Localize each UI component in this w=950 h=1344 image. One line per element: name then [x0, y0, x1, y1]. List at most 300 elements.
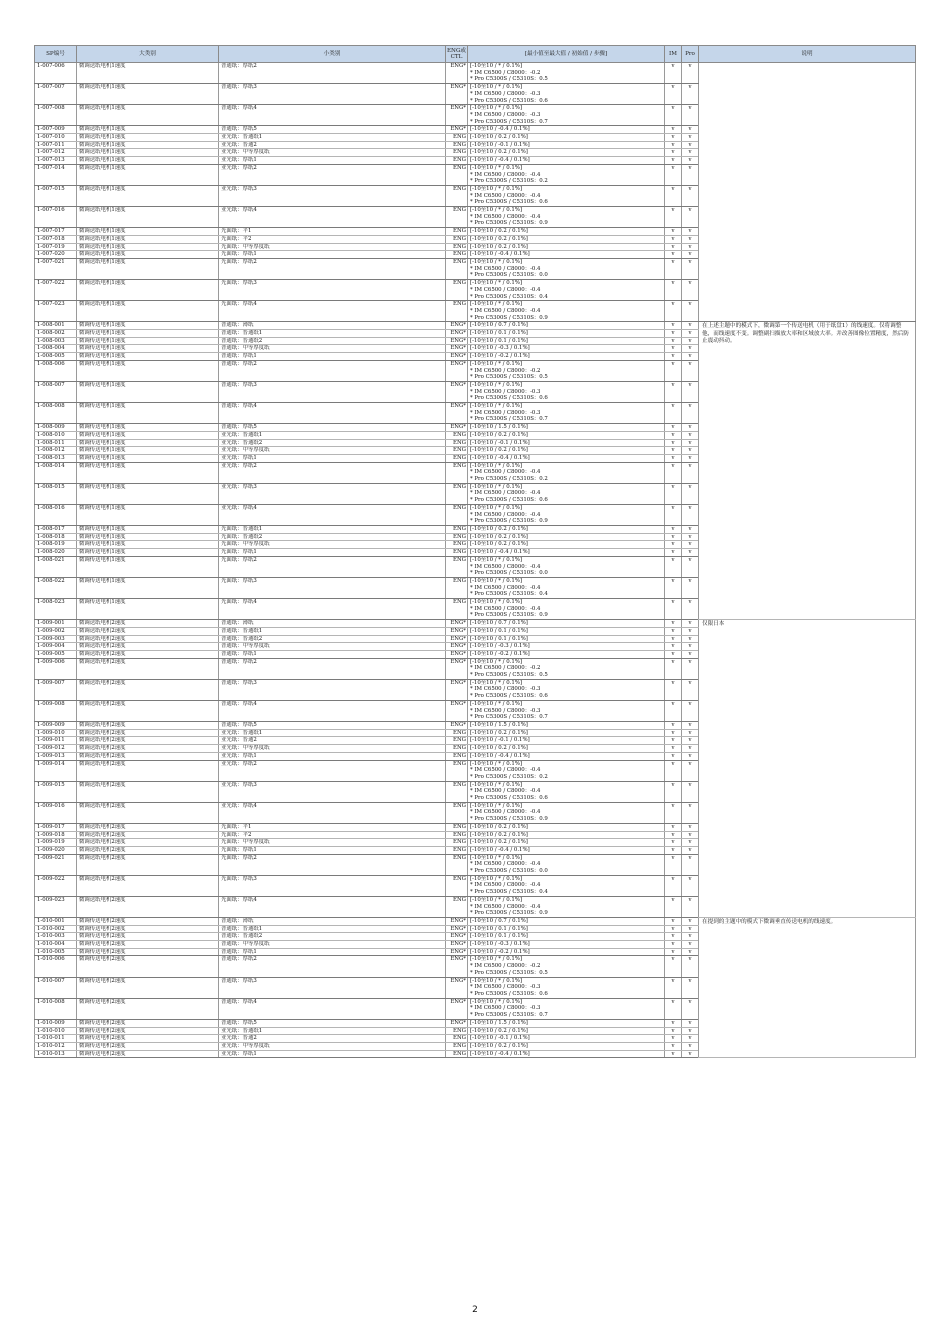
value-line: [-10至10 / * / 0.1%] — [470, 504, 523, 511]
major-category: 微调送纸电机2速度 — [77, 721, 219, 729]
sp-number: 1-010-006 — [35, 956, 77, 977]
sp-number: 1-008-020 — [35, 549, 77, 557]
value-range — [468, 164, 665, 185]
sp-number: 1-009-001 — [35, 620, 77, 628]
value-line: [-10至10 / -0.1 / 0.1%] — [470, 1035, 530, 1042]
major-category: 微调传送电机2速度 — [77, 933, 219, 941]
im-flag: v — [665, 63, 682, 84]
im-flag: v — [665, 823, 682, 831]
major-category: 微调送纸电机1速度 — [77, 243, 219, 251]
im-flag: v — [665, 620, 682, 628]
pro-flag: v — [682, 745, 699, 753]
im-flag: v — [665, 243, 682, 251]
im-flag: v — [665, 301, 682, 322]
value-line: * Pro C5300S / C5310S：0.7 — [470, 118, 548, 125]
eng-ctl: ENG — [446, 447, 468, 455]
major-category: 微调传送电机1速度 — [77, 556, 219, 577]
im-flag: v — [665, 802, 682, 823]
minor-category: 光面纸：中等厚度纸 — [219, 839, 446, 847]
im-flag: v — [665, 933, 682, 941]
im-flag: v — [665, 141, 682, 149]
value-range — [468, 126, 665, 134]
minor-category: 普通纸：薄纸 — [219, 620, 446, 628]
major-category: 微调送纸电机1速度 — [77, 84, 219, 105]
im-flag: v — [665, 549, 682, 557]
value-line: [-10至10 / * / 0.1%] — [470, 700, 523, 707]
major-category: 微调传送电机1速度 — [77, 403, 219, 424]
eng-ctl: ENG — [446, 752, 468, 760]
value-range — [468, 235, 665, 243]
value-range — [468, 941, 665, 949]
value-range — [468, 599, 665, 620]
im-flag: v — [665, 280, 682, 301]
sp-number: 1-008-010 — [35, 431, 77, 439]
major-category: 微调送纸电机2速度 — [77, 875, 219, 896]
pro-flag: v — [682, 403, 699, 424]
value-line: * IM C6500 / C8000：-0.4 — [470, 171, 541, 178]
value-line: [-10至10 / 0.1 / 0.1%] — [470, 627, 528, 634]
header-minor: 小类别 — [219, 46, 446, 63]
value-range — [468, 854, 665, 875]
eng-ctl: ENG* — [446, 650, 468, 658]
eng-ctl: ENG* — [446, 620, 468, 628]
value-line: * IM C6500 / C8000：-0.2 — [470, 69, 541, 76]
im-flag: v — [665, 84, 682, 105]
minor-category: 亚光纸：厚纸1 — [219, 1050, 446, 1058]
pro-flag: v — [682, 948, 699, 956]
pro-flag: v — [682, 941, 699, 949]
im-flag: v — [665, 643, 682, 651]
value-line: [-10至10 / 0.2 / 0.1%] — [470, 1027, 528, 1034]
value-line: [-10至10 / * / 0.1%] — [470, 998, 523, 1005]
im-flag: v — [665, 875, 682, 896]
major-category: 微调传送电机1速度 — [77, 577, 219, 598]
value-line: * IM C6500 / C8000：-0.4 — [470, 563, 541, 570]
value-range — [468, 439, 665, 447]
value-line: * Pro C5300S / C5310S：0.9 — [470, 816, 548, 823]
value-line: [-10至10 / -0.1 / 0.1%] — [470, 439, 530, 446]
minor-category: 普通纸：厚纸3 — [219, 381, 446, 402]
value-line: [-10至10 / 0.2 / 0.1%] — [470, 235, 528, 242]
eng-ctl: ENG* — [446, 998, 468, 1019]
value-line: * Pro C5300S / C5310S：0.5 — [470, 76, 548, 83]
pro-flag: v — [682, 258, 699, 279]
value-line: [-10至10 / * / 0.1%] — [470, 258, 523, 265]
sp-number: 1-008-023 — [35, 599, 77, 620]
value-line: * IM C6500 / C8000：-0.3 — [470, 984, 541, 991]
pro-flag: v — [682, 854, 699, 875]
value-line: * IM C6500 / C8000：-0.4 — [470, 861, 541, 868]
im-flag: v — [665, 650, 682, 658]
eng-ctl: ENG — [446, 301, 468, 322]
value-line: * Pro C5300S / C5310S：0.7 — [470, 416, 548, 423]
eng-ctl: ENG — [446, 846, 468, 854]
minor-category: 普通纸：普通纸2 — [219, 337, 446, 345]
sp-number: 1-010-011 — [35, 1035, 77, 1043]
value-range — [468, 781, 665, 802]
value-line: [-10至10 / 0.7 / 0.1%] — [470, 322, 528, 329]
eng-ctl: ENG* — [446, 84, 468, 105]
pro-flag: v — [682, 925, 699, 933]
major-category: 微调传送电机1速度 — [77, 424, 219, 432]
minor-category: 普通纸：中等厚度纸 — [219, 345, 446, 353]
sp-number: 1-010-004 — [35, 941, 77, 949]
value-line: [-10至10 / * / 0.1%] — [470, 280, 523, 287]
eng-ctl: ENG — [446, 134, 468, 142]
value-range — [468, 577, 665, 598]
im-flag: v — [665, 977, 682, 998]
eng-ctl: ENG* — [446, 322, 468, 330]
value-range — [468, 301, 665, 322]
value-range — [468, 556, 665, 577]
value-line: * Pro C5300S / C5310S：0.4 — [470, 293, 548, 300]
sp-number: 1-009-005 — [35, 650, 77, 658]
major-category: 微调送纸电机1速度 — [77, 63, 219, 84]
value-line: [-10至10 / 0.1 / 0.1%] — [470, 337, 528, 344]
sp-number: 1-007-013 — [35, 157, 77, 165]
sp-number: 1-007-012 — [35, 149, 77, 157]
value-line: [-10至10 / -0.4 / 0.1%] — [470, 1050, 530, 1057]
major-category: 微调传送电机2速度 — [77, 1042, 219, 1050]
sp-number: 1-009-015 — [35, 781, 77, 802]
sp-table — [34, 45, 916, 1058]
value-line: [-10至10 / 0.2 / 0.1%] — [470, 729, 528, 736]
minor-category: 光面纸：厚纸4 — [219, 301, 446, 322]
im-flag: v — [665, 330, 682, 338]
pro-flag: v — [682, 235, 699, 243]
value-line: * IM C6500 / C8000：-0.3 — [470, 90, 541, 97]
sp-number: 1-009-019 — [35, 839, 77, 847]
im-flag: v — [665, 353, 682, 361]
description: 在上述主题中的模式下，微调第一个传送电机（用于纸盘1）的线速度。仅将调整他，而线速度不变。调整副扫描放大率和区域放大率。并改善图像位置精度，然后防止震动抖动。 — [699, 322, 916, 620]
major-category: 微调送纸电机1速度 — [77, 301, 219, 322]
eng-ctl: ENG* — [446, 345, 468, 353]
pro-flag: v — [682, 447, 699, 455]
major-category: 微调传送电机1速度 — [77, 541, 219, 549]
pro-flag: v — [682, 141, 699, 149]
im-flag: v — [665, 998, 682, 1019]
sp-number: 1-007-010 — [35, 134, 77, 142]
minor-category: 普通纸：薄纸 — [219, 322, 446, 330]
eng-ctl: ENG — [446, 1042, 468, 1050]
pro-flag: v — [682, 846, 699, 854]
im-flag: v — [665, 381, 682, 402]
eng-ctl: ENG — [446, 280, 468, 301]
eng-ctl: ENG* — [446, 353, 468, 361]
pro-flag: v — [682, 620, 699, 628]
sp-number: 1-007-007 — [35, 84, 77, 105]
eng-ctl: ENG — [446, 760, 468, 781]
sp-number: 1-008-008 — [35, 403, 77, 424]
eng-ctl: ENG — [446, 839, 468, 847]
major-category: 微调送纸电机1速度 — [77, 164, 219, 185]
value-line: [-10至10 / -0.1 / 0.1%] — [470, 737, 530, 744]
im-flag: v — [665, 424, 682, 432]
value-line: * Pro C5300S / C5310S：0.2 — [470, 476, 548, 483]
im-flag: v — [665, 126, 682, 134]
sp-number: 1-008-011 — [35, 439, 77, 447]
value-range — [468, 322, 665, 330]
eng-ctl: ENG — [446, 896, 468, 917]
value-line: [-10至10 / 0.2 / 0.1%] — [470, 541, 528, 548]
value-range — [468, 431, 665, 439]
value-range — [468, 933, 665, 941]
value-line: [-10至10 / * / 0.1%] — [470, 977, 523, 984]
major-category: 微调送纸电机1速度 — [77, 207, 219, 228]
value-range — [468, 243, 665, 251]
eng-ctl: ENG — [446, 228, 468, 236]
value-range — [468, 345, 665, 353]
value-line: [-10至10 / * / 0.1%] — [470, 599, 523, 606]
pro-flag: v — [682, 831, 699, 839]
eng-ctl: ENG* — [446, 63, 468, 84]
minor-category: 光面纸：厚纸2 — [219, 258, 446, 279]
value-range — [468, 185, 665, 206]
minor-category: 普通纸：厚纸2 — [219, 956, 446, 977]
sp-number: 1-007-019 — [35, 243, 77, 251]
eng-ctl: ENG — [446, 439, 468, 447]
value-line: [-10至10 / * / 0.1%] — [470, 84, 523, 91]
value-range — [468, 846, 665, 854]
eng-ctl: ENG* — [446, 977, 468, 998]
pro-flag: v — [682, 556, 699, 577]
value-range — [468, 700, 665, 721]
value-range — [468, 105, 665, 126]
major-category: 微调送纸电机1速度 — [77, 157, 219, 165]
minor-category: 亚光纸：普通纸1 — [219, 1027, 446, 1035]
value-range — [468, 635, 665, 643]
pro-flag: v — [682, 526, 699, 534]
im-flag: v — [665, 1042, 682, 1050]
sp-number: 1-008-009 — [35, 424, 77, 432]
minor-category: 普通纸：厚纸1 — [219, 948, 446, 956]
minor-category: 亚光纸：厚纸3 — [219, 781, 446, 802]
sp-number: 1-010-003 — [35, 933, 77, 941]
value-line: * IM C6500 / C8000：-0.3 — [470, 1005, 541, 1012]
minor-category: 普通纸：普通纸2 — [219, 635, 446, 643]
minor-category: 亚光纸：厚纸1 — [219, 752, 446, 760]
sp-number: 1-007-017 — [35, 228, 77, 236]
sp-number: 1-010-005 — [35, 948, 77, 956]
value-line: [-10至10 / 0.2 / 0.1%] — [470, 228, 528, 235]
value-range — [468, 802, 665, 823]
value-line: [-10至10 / 0.2 / 0.1%] — [470, 745, 528, 752]
im-flag: v — [665, 462, 682, 483]
value-range — [468, 1042, 665, 1050]
sp-number: 1-009-016 — [35, 802, 77, 823]
value-line: [-10至10 / -0.4 / 0.1%] — [470, 752, 530, 759]
value-range — [468, 381, 665, 402]
pro-flag: v — [682, 643, 699, 651]
major-category: 微调传送电机1速度 — [77, 439, 219, 447]
value-range — [468, 330, 665, 338]
eng-ctl: ENG — [446, 823, 468, 831]
eng-ctl: ENG — [446, 577, 468, 598]
value-line: * Pro C5300S / C5310S：0.9 — [470, 518, 548, 525]
eng-ctl: ENG — [446, 207, 468, 228]
minor-category: 亚光纸：中等厚度纸 — [219, 447, 446, 455]
value-line: [-10至10 / 0.2 / 0.1%] — [470, 243, 528, 250]
value-line: * IM C6500 / C8000：-0.4 — [470, 809, 541, 816]
minor-category: 光面纸：厚纸1 — [219, 549, 446, 557]
eng-ctl: ENG* — [446, 403, 468, 424]
major-category: 微调传送电机1速度 — [77, 431, 219, 439]
eng-ctl: ENG — [446, 556, 468, 577]
pro-flag: v — [682, 345, 699, 353]
value-line: [-10至10 / -0.2 / 0.1%] — [470, 948, 530, 955]
sp-number: 1-008-017 — [35, 526, 77, 534]
sp-number: 1-009-022 — [35, 875, 77, 896]
minor-category: 普通纸：厚纸2 — [219, 658, 446, 679]
value-line: * Pro C5300S / C5310S：0.6 — [470, 97, 548, 104]
value-line: [-10至10 / * / 0.1%] — [470, 105, 523, 112]
im-flag: v — [665, 431, 682, 439]
major-category: 微调送纸电机2速度 — [77, 823, 219, 831]
value-line: * IM C6500 / C8000：-0.4 — [470, 788, 541, 795]
value-line: [-10至10 / 0.2 / 0.1%] — [470, 823, 528, 830]
value-line: [-10至10 / * / 0.1%] — [470, 63, 523, 69]
value-line: [-10至10 / 0.2 / 0.1%] — [470, 149, 528, 156]
sp-number: 1-007-021 — [35, 258, 77, 279]
major-category: 微调传送电机2速度 — [77, 1050, 219, 1058]
eng-ctl: ENG — [446, 251, 468, 259]
major-category: 微调传送电机2速度 — [77, 941, 219, 949]
im-flag: v — [665, 925, 682, 933]
eng-ctl: ENG — [446, 1035, 468, 1043]
im-flag: v — [665, 105, 682, 126]
major-category: 微调传送电机2速度 — [77, 977, 219, 998]
minor-category: 亚光纸：厚纸3 — [219, 483, 446, 504]
value-line: [-10至10 / 1.5 / 0.1%] — [470, 721, 528, 728]
im-flag: v — [665, 556, 682, 577]
value-line: * Pro C5300S / C5310S：0.0 — [470, 570, 548, 577]
sp-number: 1-008-012 — [35, 447, 77, 455]
value-line: [-10至10 / * / 0.1%] — [470, 658, 523, 665]
value-line: [-10至10 / -0.2 / 0.1%] — [470, 650, 530, 657]
im-flag: v — [665, 454, 682, 462]
value-line: [-10至10 / * / 0.1%] — [470, 781, 523, 788]
sp-number: 1-008-016 — [35, 504, 77, 525]
major-category: 微调传送电机2速度 — [77, 917, 219, 925]
major-category: 微调送纸电机1速度 — [77, 126, 219, 134]
pro-flag: v — [682, 729, 699, 737]
major-category: 微调送纸电机2速度 — [77, 658, 219, 679]
sp-number: 1-008-005 — [35, 353, 77, 361]
pro-flag: v — [682, 721, 699, 729]
sp-number: 1-009-023 — [35, 896, 77, 917]
sp-number: 1-008-021 — [35, 556, 77, 577]
major-category: 微调送纸电机1速度 — [77, 185, 219, 206]
value-range — [468, 831, 665, 839]
value-range — [468, 839, 665, 847]
major-category: 微调传送电机2速度 — [77, 1027, 219, 1035]
minor-category: 亚光纸：普通纸1 — [219, 431, 446, 439]
major-category: 微调传送电机2速度 — [77, 948, 219, 956]
value-range — [468, 403, 665, 424]
value-line: [-10至10 / * / 0.1%] — [470, 483, 523, 490]
header-im: IM — [665, 46, 682, 63]
pro-flag: v — [682, 658, 699, 679]
value-range — [468, 998, 665, 1019]
value-line: * Pro C5300S / C5310S：0.6 — [470, 795, 548, 802]
im-flag: v — [665, 207, 682, 228]
eng-ctl: ENG — [446, 781, 468, 802]
pro-flag: v — [682, 1019, 699, 1027]
im-flag: v — [665, 956, 682, 977]
major-category: 微调传送电机1速度 — [77, 526, 219, 534]
sp-number: 1-008-014 — [35, 462, 77, 483]
sp-number: 1-008-022 — [35, 577, 77, 598]
major-category: 微调传送电机2速度 — [77, 1035, 219, 1043]
minor-category: 普通纸：普通纸1 — [219, 627, 446, 635]
major-category: 微调送纸电机1速度 — [77, 134, 219, 142]
pro-flag: v — [682, 875, 699, 896]
minor-category: 普通纸：厚纸3 — [219, 679, 446, 700]
pro-flag: v — [682, 917, 699, 925]
major-category: 微调传送电机2速度 — [77, 925, 219, 933]
sp-number: 1-007-008 — [35, 105, 77, 126]
value-line: [-10至10 / -0.3 / 0.1%] — [470, 643, 530, 650]
value-line: [-10至10 / * / 0.1%] — [470, 577, 523, 584]
value-range — [468, 533, 665, 541]
minor-category: 亚光纸：中等厚度纸 — [219, 745, 446, 753]
major-category: 微调送纸电机2速度 — [77, 802, 219, 823]
value-range — [468, 977, 665, 998]
value-range — [468, 679, 665, 700]
minor-category: 亚光纸：普通纸2 — [219, 439, 446, 447]
value-range — [468, 650, 665, 658]
im-flag: v — [665, 1035, 682, 1043]
value-range — [468, 620, 665, 628]
sp-number: 1-009-009 — [35, 721, 77, 729]
eng-ctl: ENG* — [446, 105, 468, 126]
value-line: [-10至10 / * / 0.1%] — [470, 854, 523, 861]
im-flag: v — [665, 745, 682, 753]
value-range — [468, 251, 665, 259]
im-flag: v — [665, 781, 682, 802]
eng-ctl: ENG* — [446, 700, 468, 721]
value-line: * IM C6500 / C8000：-0.3 — [470, 409, 541, 416]
pro-flag: v — [682, 549, 699, 557]
major-category: 微调送纸电机1速度 — [77, 280, 219, 301]
sp-number: 1-010-001 — [35, 917, 77, 925]
value-line: [-10至10 / * / 0.1%] — [470, 875, 523, 882]
pro-flag: v — [682, 1027, 699, 1035]
value-range — [468, 729, 665, 737]
major-category: 微调送纸电机2速度 — [77, 643, 219, 651]
im-flag: v — [665, 679, 682, 700]
pro-flag: v — [682, 63, 699, 84]
eng-ctl: ENG* — [446, 721, 468, 729]
eng-ctl: ENG — [446, 483, 468, 504]
value-range — [468, 483, 665, 504]
im-flag: v — [665, 439, 682, 447]
value-line: [-10至10 / 0.7 / 0.1%] — [470, 620, 528, 627]
im-flag: v — [665, 235, 682, 243]
im-flag: v — [665, 737, 682, 745]
minor-category: 普通纸：薄纸 — [219, 917, 446, 925]
sp-number: 1-009-008 — [35, 700, 77, 721]
minor-category: 亚光纸：厚纸2 — [219, 760, 446, 781]
pro-flag: v — [682, 126, 699, 134]
pro-flag: v — [682, 760, 699, 781]
eng-ctl: ENG — [446, 185, 468, 206]
value-line: * Pro C5300S / C5310S：0.5 — [470, 374, 548, 381]
major-category: 微调传送电机1速度 — [77, 447, 219, 455]
pro-flag: v — [682, 207, 699, 228]
im-flag: v — [665, 627, 682, 635]
im-flag: v — [665, 157, 682, 165]
